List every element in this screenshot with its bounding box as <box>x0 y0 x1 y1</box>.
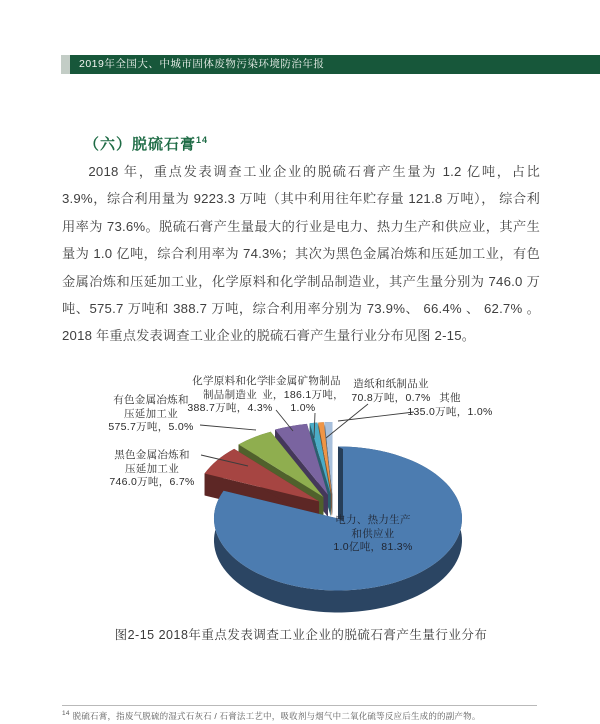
footnote-ref-mark: 14 <box>196 135 209 145</box>
footnote: $^{14}$ 脱硫石膏，指废气脱硫的湿式石灰石 / 石膏法工艺中，吸收剂与烟气中二氧化硫等反应后生成的的副产物。 <box>62 710 481 721</box>
pie-label-nonmetal: 非金属矿物制品 业，186.1万吨， 1.0% <box>262 375 344 414</box>
body-paragraph: 2018 年，重点发表调查工业企业的脱硫石膏产生量为 1.2 亿吨，占比 3.9%，综合利用量为 9223.3 万吨（其中利用往年贮存量 121.8 万吨）， 综合利用率为 73.6%。脱硫石膏产生量最大的行业是电力、热力生产和供应业，其产生量为 1.0 亿吨，综合利用率为 74.3%；其次为黑色金属冶炼和压延加工业，有色金属冶炼和压延加工业，化学原料和化学制品制造业，其产生量分别为 746.0 万吨、575.7 万吨和 388.7 万吨，综合利用率分别为 73.9%、 66.4% 、 62.7% 。2018 年重点发表调查工业企业的脱硫石膏产生量行业分布见图 2-15。 <box>62 164 540 344</box>
pie-label-other: 其他 135.0万吨，1.0% <box>407 392 493 418</box>
pie-label-paper: 造纸和纸制品业 70.8万吨，0.7% <box>351 378 431 404</box>
pie-label-chemical: 化学原料和化学 制品制造业 388.7万吨，4.3% <box>187 375 273 414</box>
pie-label-nonferrous: 有色金属冶炼和 压延加工业 575.7万吨，5.0% <box>108 394 194 433</box>
figure-caption: 图2-15 2018年重点发表调查工业企业的脱硫石膏产生量行业分布 <box>114 628 488 642</box>
pie-label-power: 电力、热力生产 和供应业 1.0亿吨，81.3% <box>333 514 413 553</box>
section-title: （六）脱硫石膏$^{14}$ <box>84 135 209 153</box>
footnote-rule <box>62 705 537 706</box>
pie-label-ferrous: 黑色金属冶炼和 压延加工业 746.0万吨，6.7% <box>109 449 195 488</box>
running-header-text: 2019年全国大、中城市固体废物污染环境防治年报 <box>79 58 325 70</box>
